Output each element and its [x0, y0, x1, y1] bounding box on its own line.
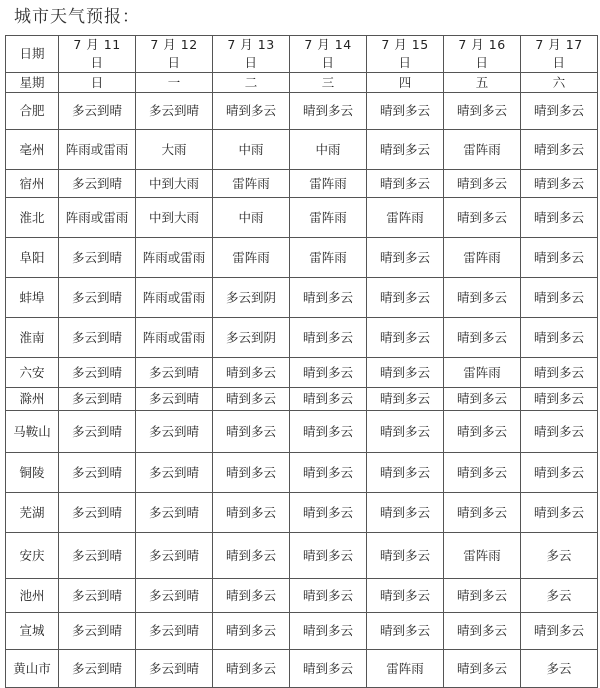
weekday-cell: 五 — [444, 73, 521, 93]
table-row — [6, 453, 598, 493]
forecast-cell: 晴到多云 — [290, 533, 367, 579]
city-name: 铜陵 — [6, 453, 59, 493]
forecast-cell: 晴到多云 — [521, 318, 598, 358]
forecast-cell: 晴到多云 — [213, 358, 290, 388]
date-cell: 7 月 13 日 — [213, 36, 290, 73]
forecast-cell: 中雨 — [290, 130, 367, 170]
table-row — [6, 358, 598, 388]
forecast-cell: 大雨 — [136, 130, 213, 170]
table-row — [6, 411, 598, 453]
weekday-row — [6, 73, 598, 93]
forecast-cell: 多云到晴 — [136, 453, 213, 493]
forecast-cell: 晴到多云 — [367, 318, 444, 358]
forecast-cell: 中雨 — [213, 130, 290, 170]
forecast-cell: 晴到多云 — [213, 579, 290, 613]
forecast-cell: 晴到多云 — [521, 278, 598, 318]
forecast-cell: 晴到多云 — [367, 130, 444, 170]
forecast-cell: 晴到多云 — [521, 238, 598, 278]
forecast-cell: 多云到晴 — [59, 493, 136, 533]
weekday-cell: 六 — [521, 73, 598, 93]
city-name: 安庆 — [6, 533, 59, 579]
city-name: 宣城 — [6, 613, 59, 650]
forecast-cell: 晴到多云 — [367, 453, 444, 493]
forecast-cell: 晴到多云 — [290, 493, 367, 533]
forecast-cell: 多云到阴 — [213, 278, 290, 318]
weather-forecast-table — [5, 35, 598, 688]
forecast-cell: 多云到阴 — [213, 318, 290, 358]
forecast-cell: 多云到晴 — [59, 318, 136, 358]
weekday-cell: 二 — [213, 73, 290, 93]
city-name: 阜阳 — [6, 238, 59, 278]
forecast-cell: 雷阵雨 — [290, 238, 367, 278]
table-row — [6, 533, 598, 579]
forecast-cell: 阵雨或雷雨 — [136, 238, 213, 278]
forecast-cell: 晴到多云 — [367, 388, 444, 411]
forecast-cell: 晴到多云 — [521, 130, 598, 170]
forecast-cell: 雷阵雨 — [444, 130, 521, 170]
table-row — [6, 198, 598, 238]
forecast-cell: 晴到多云 — [444, 411, 521, 453]
forecast-cell: 雷阵雨 — [444, 533, 521, 579]
forecast-cell: 晴到多云 — [521, 358, 598, 388]
forecast-cell: 晴到多云 — [290, 453, 367, 493]
forecast-cell: 阵雨或雷雨 — [136, 318, 213, 358]
city-name: 池州 — [6, 579, 59, 613]
forecast-cell: 中到大雨 — [136, 198, 213, 238]
forecast-cell: 多云到晴 — [136, 388, 213, 411]
forecast-cell: 晴到多云 — [444, 388, 521, 411]
forecast-cell: 多云到晴 — [59, 579, 136, 613]
forecast-cell: 晴到多云 — [521, 170, 598, 198]
table-row — [6, 170, 598, 198]
forecast-cell: 多云到晴 — [59, 411, 136, 453]
forecast-cell: 中到大雨 — [136, 170, 213, 198]
table-row — [6, 238, 598, 278]
forecast-cell: 多云到晴 — [59, 93, 136, 130]
forecast-cell: 多云 — [521, 650, 598, 688]
table-row — [6, 278, 598, 318]
forecast-cell: 多云到晴 — [136, 93, 213, 130]
forecast-cell: 晴到多云 — [444, 170, 521, 198]
date-cell: 7 月 15 日 — [367, 36, 444, 73]
city-name: 马鞍山 — [6, 411, 59, 453]
city-name: 淮南 — [6, 318, 59, 358]
table-row — [6, 93, 598, 130]
forecast-cell: 晴到多云 — [521, 411, 598, 453]
weekday-cell: 四 — [367, 73, 444, 93]
date-cell: 7 月 16 日 — [444, 36, 521, 73]
city-name: 蚌埠 — [6, 278, 59, 318]
forecast-cell: 雷阵雨 — [213, 238, 290, 278]
city-name: 滁州 — [6, 388, 59, 411]
forecast-cell: 晴到多云 — [444, 453, 521, 493]
forecast-cell: 晴到多云 — [290, 278, 367, 318]
forecast-cell: 多云到晴 — [59, 533, 136, 579]
date-cell: 7 月 11 日 — [59, 36, 136, 73]
city-name: 芜湖 — [6, 493, 59, 533]
forecast-cell: 多云到晴 — [59, 388, 136, 411]
forecast-cell: 晴到多云 — [521, 388, 598, 411]
forecast-cell: 多云到晴 — [59, 238, 136, 278]
table-row — [6, 579, 598, 613]
forecast-cell: 多云到晴 — [59, 170, 136, 198]
table-row — [6, 388, 598, 411]
forecast-cell: 雷阵雨 — [367, 198, 444, 238]
forecast-cell: 晴到多云 — [367, 533, 444, 579]
weekday-cell: 三 — [290, 73, 367, 93]
forecast-cell: 多云到晴 — [136, 613, 213, 650]
forecast-cell: 晴到多云 — [290, 579, 367, 613]
forecast-cell: 多云到晴 — [136, 533, 213, 579]
forecast-cell: 雷阵雨 — [444, 358, 521, 388]
forecast-cell: 雷阵雨 — [290, 198, 367, 238]
forecast-cell: 阵雨或雷雨 — [59, 130, 136, 170]
date-cell: 7 月 17 日 — [521, 36, 598, 73]
city-name: 宿州 — [6, 170, 59, 198]
forecast-cell: 晴到多云 — [444, 493, 521, 533]
forecast-cell: 雷阵雨 — [213, 170, 290, 198]
forecast-cell: 晴到多云 — [290, 358, 367, 388]
forecast-cell: 晴到多云 — [521, 198, 598, 238]
weekday-label: 星期 — [6, 73, 59, 93]
forecast-cell: 晴到多云 — [521, 453, 598, 493]
forecast-cell: 多云到晴 — [59, 650, 136, 688]
forecast-cell: 多云到晴 — [136, 358, 213, 388]
forecast-cell: 多云 — [521, 579, 598, 613]
forecast-cell: 晴到多云 — [290, 388, 367, 411]
forecast-cell: 晴到多云 — [521, 93, 598, 130]
city-name: 亳州 — [6, 130, 59, 170]
forecast-cell: 晴到多云 — [367, 613, 444, 650]
forecast-cell: 多云到晴 — [136, 493, 213, 533]
forecast-cell: 晴到多云 — [367, 170, 444, 198]
forecast-cell: 晴到多云 — [213, 453, 290, 493]
city-name: 六安 — [6, 358, 59, 388]
forecast-cell: 晴到多云 — [213, 613, 290, 650]
forecast-cell: 晴到多云 — [290, 613, 367, 650]
forecast-cell: 多云到晴 — [59, 278, 136, 318]
forecast-cell: 晴到多云 — [367, 579, 444, 613]
forecast-cell: 晴到多云 — [444, 198, 521, 238]
forecast-cell: 晴到多云 — [444, 318, 521, 358]
date-label: 日期 — [6, 36, 59, 73]
forecast-cell: 晴到多云 — [521, 613, 598, 650]
forecast-cell: 多云到晴 — [136, 579, 213, 613]
forecast-cell: 阵雨或雷雨 — [136, 278, 213, 318]
forecast-cell: 多云到晴 — [59, 358, 136, 388]
forecast-cell: 晴到多云 — [290, 318, 367, 358]
forecast-cell: 雷阵雨 — [444, 238, 521, 278]
forecast-cell: 晴到多云 — [213, 493, 290, 533]
forecast-cell: 晴到多云 — [444, 650, 521, 688]
forecast-cell: 晴到多云 — [367, 411, 444, 453]
forecast-cell: 雷阵雨 — [290, 170, 367, 198]
forecast-cell: 阵雨或雷雨 — [59, 198, 136, 238]
forecast-cell: 晴到多云 — [213, 650, 290, 688]
forecast-cell: 晴到多云 — [367, 238, 444, 278]
city-name: 黄山市 — [6, 650, 59, 688]
forecast-cell: 晴到多云 — [444, 579, 521, 613]
date-cell: 7 月 14 日 — [290, 36, 367, 73]
date-cell: 7 月 12 日 — [136, 36, 213, 73]
city-name: 合肥 — [6, 93, 59, 130]
forecast-cell: 雷阵雨 — [367, 650, 444, 688]
forecast-cell: 晴到多云 — [367, 358, 444, 388]
table-row — [6, 130, 598, 170]
forecast-cell: 多云 — [521, 533, 598, 579]
forecast-cell: 中雨 — [213, 198, 290, 238]
table-row — [6, 493, 598, 533]
forecast-cell: 晴到多云 — [213, 388, 290, 411]
table-row — [6, 650, 598, 688]
forecast-cell: 多云到晴 — [59, 453, 136, 493]
forecast-cell: 晴到多云 — [290, 650, 367, 688]
table-row — [6, 318, 598, 358]
weekday-cell: 日 — [59, 73, 136, 93]
forecast-cell: 晴到多云 — [521, 493, 598, 533]
forecast-cell: 晴到多云 — [367, 493, 444, 533]
forecast-cell: 晴到多云 — [213, 93, 290, 130]
city-name: 淮北 — [6, 198, 59, 238]
forecast-cell: 晴到多云 — [213, 533, 290, 579]
page-title: 城市天气预报： — [14, 7, 140, 27]
forecast-cell: 晴到多云 — [290, 93, 367, 130]
forecast-cell: 晴到多云 — [367, 278, 444, 318]
weekday-cell: 一 — [136, 73, 213, 93]
table-row — [6, 613, 598, 650]
forecast-cell: 多云到晴 — [136, 650, 213, 688]
forecast-cell: 晴到多云 — [367, 93, 444, 130]
forecast-cell: 晴到多云 — [213, 411, 290, 453]
forecast-cell: 晴到多云 — [290, 411, 367, 453]
date-header-row — [6, 36, 598, 73]
forecast-cell: 晴到多云 — [444, 93, 521, 130]
forecast-cell: 多云到晴 — [136, 411, 213, 453]
forecast-cell: 晴到多云 — [444, 613, 521, 650]
forecast-cell: 晴到多云 — [444, 278, 521, 318]
forecast-cell: 多云到晴 — [59, 613, 136, 650]
